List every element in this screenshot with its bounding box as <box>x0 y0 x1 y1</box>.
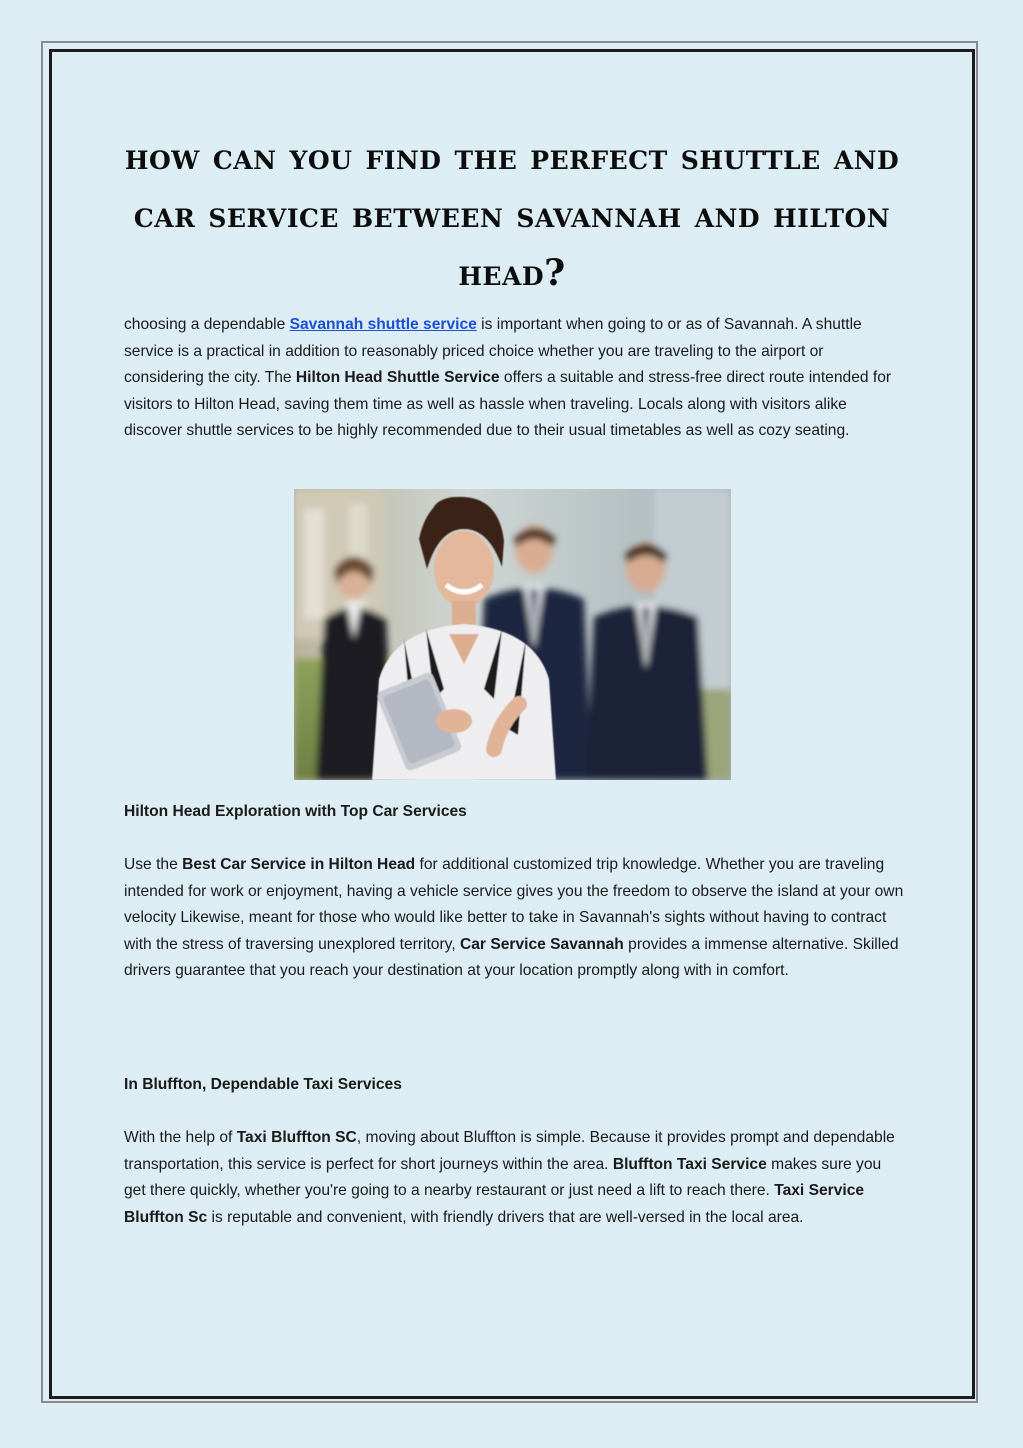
taxi-text-1: With the help of <box>124 1129 237 1146</box>
car-text-3: provides a immense alternative. Skilled drivers guarantee that you reach your destination at your location promptly along with in comfort. <box>124 935 899 979</box>
intro-text-2: is important when going to or as of Savannah. A shuttle service is a practical in addition to reasonably priced choice whether you are traveling to the airport or considering the city. The <box>124 316 862 386</box>
business-team-photo <box>294 489 731 780</box>
intro-text-1: choosing a dependable <box>124 316 290 333</box>
car-bold-1: Best Car Service in Hilton Head <box>182 856 416 873</box>
car-text-1: Use the <box>124 856 183 873</box>
taxi-text-4: is reputable and convenient, with friendly drivers that are well-versed in the local area. <box>207 1208 804 1226</box>
taxi-bold-3: Taxi Service Bluffton Sc <box>124 1182 865 1226</box>
intro-bold-1: Hilton Head Shuttle Service <box>295 369 500 386</box>
intro-text-3: offers a suitable and stress-free direct route intended for visitors to Hilton Head, saving them time as well as hassle when traveling. Locals along with visitors alike discover shuttle services to be highly recommended due to their usual timetables as well as cozy seating. <box>124 369 892 439</box>
taxi-bold-1: Taxi Bluffton SC <box>236 1129 357 1146</box>
taxi-bold-2: Bluffton Taxi Service <box>612 1155 767 1173</box>
taxi-service-paragraph <box>124 1125 904 1231</box>
savannah-shuttle-link[interactable]: Savannah shuttle service <box>289 316 477 333</box>
taxi-text-3: makes sure you get there quickly, whether you're going to a nearby restaurant or just need a lift to reach there. <box>124 1155 882 1199</box>
car-text-2: for additional customized trip knowledge. Whether you are traveling intended for work or enjoyment, having a vehicle service gives you the freedom to observe the island at your own velocity Likewise, meant for those who would like better to take in Savannah's sights without having to contract with the stress of traversing unexplored territory, <box>124 856 904 953</box>
page-title: how can you find the perfect shuttle and car service between savannah and hilton head? <box>124 136 900 294</box>
section-heading-car-services: Hilton Head Exploration with Top Car Services <box>124 803 467 820</box>
car-service-paragraph <box>124 852 904 985</box>
car-bold-2: Car Service Savannah <box>459 935 624 953</box>
taxi-text-2: , moving about Bluffton is simple. Because it provides prompt and dependable transportation, this service is perfect for short journeys within the area. <box>124 1129 895 1173</box>
section-heading-taxi-services: In Bluffton, Dependable Taxi Services <box>124 1076 402 1093</box>
intro-paragraph <box>124 312 904 445</box>
